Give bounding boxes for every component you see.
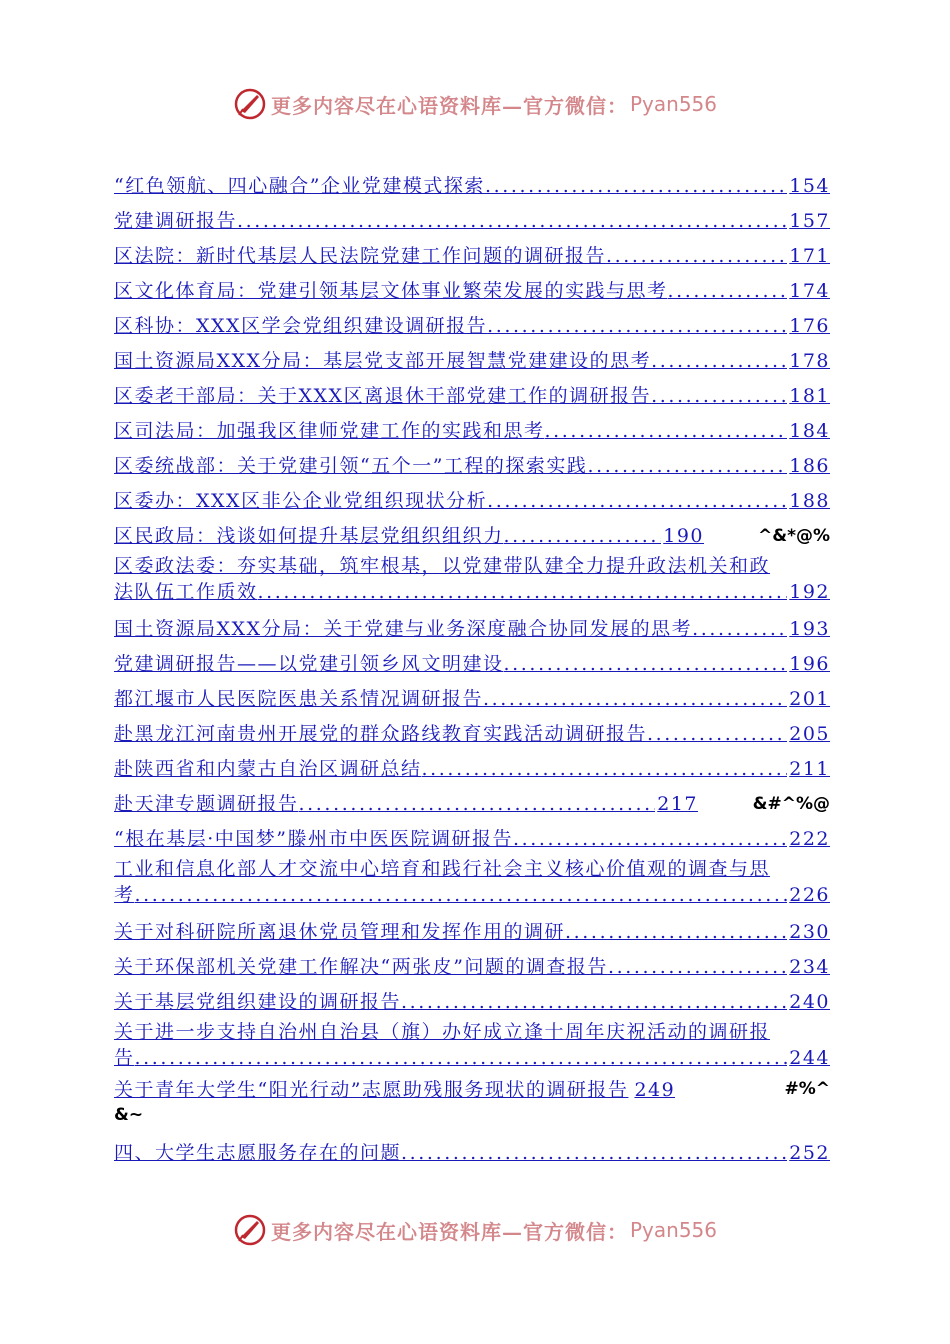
toc-entry[interactable]: 区委老干部局：关于XXX区离退休干部党建工作的调研报告 ..... 181 — [114, 383, 830, 409]
toc-entry[interactable]: 关于基层党组织建设的调研报告 ..... 240 — [114, 989, 830, 1015]
watermark-symbols: &~ — [114, 1105, 144, 1125]
toc-entry[interactable]: 四、大学生志愿服务存在的问题 ..... 252 — [114, 1140, 830, 1166]
toc-row — [114, 646, 830, 681]
banner-wechat-id: Pyan556 — [629, 92, 717, 116]
quill-logo-icon — [233, 1213, 267, 1247]
footer-banner — [0, 1210, 950, 1250]
header-banner — [0, 84, 950, 124]
toc-row — [114, 1135, 830, 1170]
banner-text: 更多内容尽在心语资料库—官方微信： — [270, 93, 628, 118]
watermark-symbols: &#^%@ — [752, 793, 830, 814]
toc-entry[interactable]: 关于青年大学生“阳光行动”志愿助残服务现状的调研报告 249 — [114, 1079, 676, 1101]
toc-row — [114, 343, 830, 378]
toc-row — [114, 308, 830, 343]
toc-entry[interactable]: 区文化体育局：党建引领基层文体事业繁荣发展的实践与思考 ..... 174 — [114, 278, 830, 304]
toc-entry[interactable]: 区科协：XXX区学会党组织建设调研报告 ..... 176 — [114, 313, 830, 339]
toc-entry[interactable]: 区法院：新时代基层人民法院党建工作问题的调研报告 ..... 171 — [114, 243, 830, 269]
toc-row — [114, 1019, 830, 1077]
toc-entry[interactable]: 党建调研报告 ..... 157 — [114, 208, 830, 234]
toc-entry[interactable]: 区委统战部：关于党建引领“五个一”工程的探索实践 ..... 186 — [114, 453, 830, 479]
toc-row — [114, 681, 830, 716]
banner-wechat-id: Pyan556 — [629, 1218, 717, 1242]
toc-row — [114, 553, 830, 611]
toc-row — [114, 611, 830, 646]
toc-entry[interactable]: 国土资源局XXX分局：关于党建与业务深度融合协同发展的思考 ..... 193 — [114, 616, 830, 642]
toc-row — [114, 448, 830, 483]
watermark-symbols: #%^ — [784, 1079, 830, 1099]
toc-row — [114, 716, 830, 751]
toc-row — [114, 856, 830, 914]
toc-row — [114, 168, 830, 203]
toc-row — [114, 483, 830, 518]
toc-row — [114, 238, 830, 273]
toc-entry[interactable]: 都江堰市人民医院医患关系情况调研报告 ..... 201 — [114, 686, 830, 712]
quill-logo-icon — [233, 87, 267, 121]
toc-row — [114, 914, 830, 949]
table-of-contents — [114, 168, 830, 1170]
toc-entry[interactable]: “根在基层·中国梦”滕州市中医医院调研报告 ..... 222 — [114, 826, 830, 852]
toc-entry[interactable]: 区委政法委：夯实基础，筑牢根基，以党建带队建全力提升政法机关和政 法队伍工作质效 ..... 192 — [114, 553, 830, 605]
toc-row — [114, 378, 830, 413]
toc-row — [114, 984, 830, 1019]
toc-entry[interactable]: 关于进一步支持自治州自治县（旗）办好成立逢十周年庆祝活动的调研报 告 ..... 244 — [114, 1019, 830, 1071]
toc-row — [114, 949, 830, 984]
toc-entry[interactable]: 区民政局：浅谈如何提升基层党组织组织力 ..... 190 — [114, 523, 704, 549]
toc-row — [114, 203, 830, 238]
toc-row — [114, 786, 830, 821]
banner-text: 更多内容尽在心语资料库—官方微信： — [270, 1219, 628, 1244]
toc-row — [114, 821, 830, 856]
toc-entry[interactable]: 赴黑龙江河南贵州开展党的群众路线教育实践活动调研报告 ..... 205 — [114, 721, 830, 747]
toc-row — [114, 413, 830, 448]
toc-row — [114, 1077, 830, 1135]
toc-entry[interactable]: 区委办：XXX区非公企业党组织现状分析 ..... 188 — [114, 488, 830, 514]
toc-entry[interactable]: 国土资源局XXX分局：基层党支部开展智慧党建建设的思考 ..... 178 — [114, 348, 830, 374]
toc-entry[interactable]: 赴陕西省和内蒙古自治区调研总结 ..... 211 — [114, 756, 830, 782]
toc-entry[interactable]: “红色领航、四心融合”企业党建模式探索 ..... 154 — [114, 173, 830, 199]
toc-entry[interactable]: 赴天津专题调研报告 ..... 217 — [114, 791, 698, 817]
toc-row — [114, 518, 830, 553]
toc-entry[interactable]: 关于环保部机关党建工作解决“两张皮”问题的调查报告 ..... 234 — [114, 954, 830, 980]
toc-entry[interactable]: 区司法局：加强我区律师党建工作的实践和思考 ..... 184 — [114, 418, 830, 444]
toc-entry[interactable]: 工业和信息化部人才交流中心培育和践行社会主义核心价值观的调查与思 考 ..... 226 — [114, 856, 830, 908]
toc-entry[interactable]: 党建调研报告——以党建引领乡风文明建设 ..... 196 — [114, 651, 830, 677]
toc-row — [114, 751, 830, 786]
toc-entry[interactable]: 关于对科研院所离退休党员管理和发挥作用的调研 ..... 230 — [114, 919, 830, 945]
watermark-symbols: ^&*@% — [758, 525, 830, 546]
toc-row — [114, 273, 830, 308]
